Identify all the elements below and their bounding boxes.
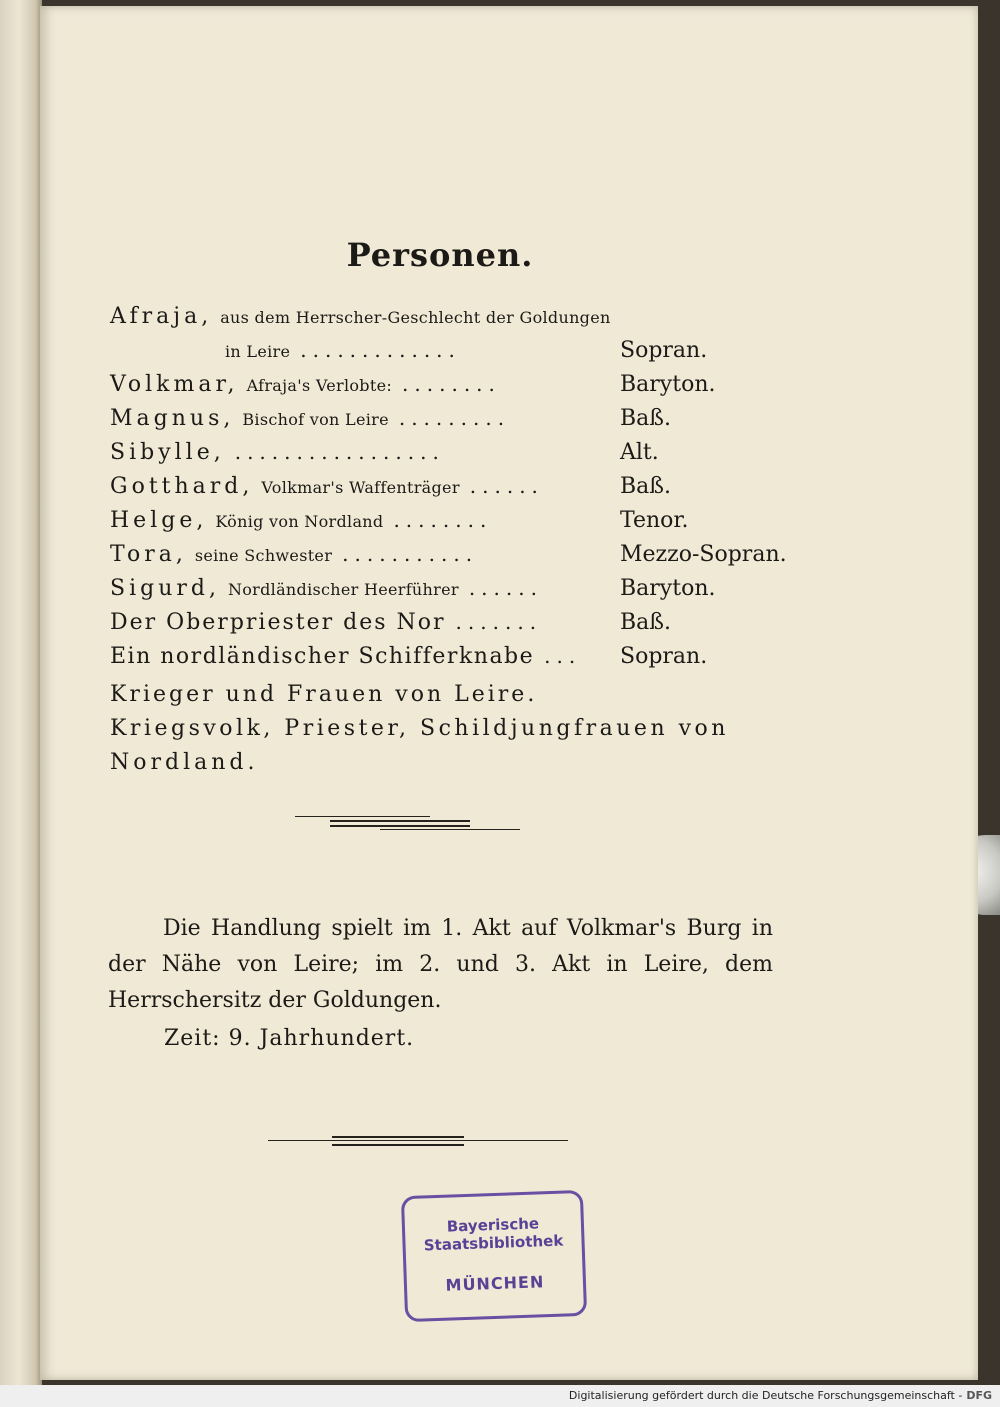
cast-row-sibylle xyxy=(110,440,790,474)
cast-voice: Sopran. xyxy=(620,338,708,363)
cast-desc: aus dem Herrscher-Geschlecht der Goldungen xyxy=(220,308,611,327)
cast-voice: Baryton. xyxy=(620,372,716,397)
cast-row-schifferknabe xyxy=(110,644,790,678)
ensemble-line-cont: Nordland. xyxy=(110,750,259,775)
cast-name: Tora, xyxy=(110,542,187,567)
cast-name: Magnus, xyxy=(110,406,235,431)
cast-row-gotthard xyxy=(110,474,790,508)
cast-voice: Tenor. xyxy=(620,508,689,533)
cast-row-helge xyxy=(110,508,790,542)
cast-voice: Sopran. xyxy=(620,644,708,669)
chorus-line: Krieger und Frauen von Leire. xyxy=(110,682,538,707)
leader-dots: ...... xyxy=(469,474,544,498)
cast-desc: Bischof von Leire xyxy=(242,410,389,429)
leader-dots: ... xyxy=(544,644,582,668)
leader-dots: ........... xyxy=(342,542,479,566)
cast-row-afraja-cont xyxy=(110,338,790,372)
leader-dots: ........ xyxy=(402,372,501,396)
dfg-logo: DFG xyxy=(966,1389,992,1402)
cast-name: Helge, xyxy=(110,508,208,533)
cast-row-tora xyxy=(110,542,790,576)
leader-dots: ................. xyxy=(234,440,445,464)
cast-desc: in Leire xyxy=(225,342,291,361)
stamp-line: Bayerische xyxy=(446,1214,540,1236)
stamp-line: MÜNCHEN xyxy=(445,1272,545,1295)
leader-dots: ........ xyxy=(393,508,493,532)
leader-dots: ...... xyxy=(468,576,543,600)
cast-name: Sibylle, xyxy=(110,440,225,465)
ensemble-line: Kriegsvolk, Priester, Schildjungfrauen von xyxy=(110,716,729,741)
cast-voice: Baß. xyxy=(620,406,671,431)
book-page xyxy=(40,6,978,1380)
cast-row-oberpriester xyxy=(110,610,790,644)
cast-name: Volkmar, xyxy=(110,372,239,397)
cast-voice: Alt. xyxy=(620,440,659,465)
cast-desc: Afraja's Verlobte: xyxy=(246,376,393,395)
leader-dots: ....... xyxy=(455,610,543,634)
time-line: Zeit: 9. Jahrhundert. xyxy=(164,1026,415,1051)
cast-name: Ein nordländischer Schifferknabe xyxy=(110,644,535,669)
cast-name: Gotthard, xyxy=(110,474,254,499)
cast-voice: Mezzo-Sopran. xyxy=(620,542,787,567)
cast-voice: Baß. xyxy=(620,610,671,635)
cast-name: Der Oberpriester des Nor xyxy=(110,610,446,635)
cast-voice: Baß. xyxy=(620,474,671,499)
cast-desc: seine Schwester xyxy=(194,546,333,565)
cast-name: Afraja, xyxy=(110,304,213,329)
previous-page-edge xyxy=(0,0,42,1385)
leader-dots: ......... xyxy=(398,406,511,430)
footer-bar xyxy=(0,1385,1000,1407)
leader-dots: ............. xyxy=(300,338,461,362)
cast-row-magnus xyxy=(110,406,790,440)
stamp-line: Staatsbibliothek xyxy=(423,1231,564,1255)
setting-paragraph xyxy=(108,911,773,1057)
setting-text: Die Handlung spielt im 1. Akt auf Volkmar's Burg in der Nähe von Leire; im 2. und 3. Akt in Leire, dem Herrschersitz der Goldungen. xyxy=(108,916,773,1013)
library-stamp xyxy=(401,1190,587,1322)
cast-row-volkmar xyxy=(110,372,790,406)
footer-credit: Digitalisierung gefördert durch die Deutsche Forschungsgemeinschaft - xyxy=(568,1389,963,1402)
cast-row-sigurd xyxy=(110,576,790,610)
cast-voice: Baryton. xyxy=(620,576,716,601)
cast-desc: König von Nordland xyxy=(215,512,384,531)
cast-name: Sigurd, xyxy=(110,576,220,601)
page-title: Personen. xyxy=(346,236,534,274)
cast-desc: Volkmar's Waffenträger xyxy=(261,478,460,497)
cast-list xyxy=(110,304,790,780)
cast-row-afraja xyxy=(110,304,790,338)
cast-desc: Nordländischer Heerführer xyxy=(227,580,459,599)
